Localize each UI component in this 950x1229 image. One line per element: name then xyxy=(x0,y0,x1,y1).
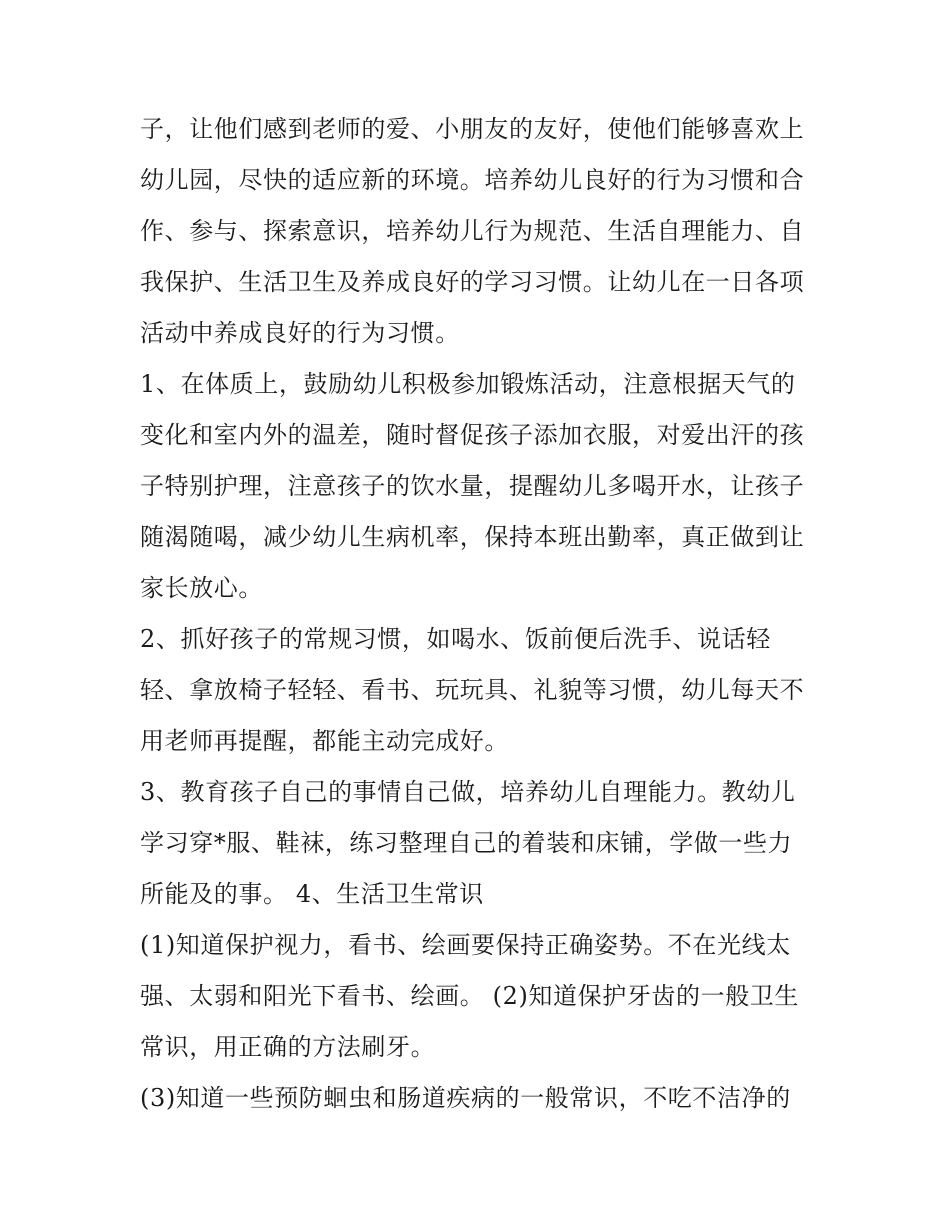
text-line: 家长放心。 xyxy=(140,574,263,602)
text-line: 作、参与、探索意识，培养幼儿行为规范、生活自理能力、自 xyxy=(140,217,805,245)
text-line: 子特别护理，注意孩子的饮水量，提醒幼儿多喝开水，让孩子 xyxy=(140,472,805,500)
text-line: (3)知道一些预防蛔虫和肠道疾病的一般常识，不吃不洁净的 xyxy=(140,1084,791,1112)
text-line: 我保护、生活卫生及养成良好的学习习惯。让幼儿在一日各项 xyxy=(140,268,805,296)
text-line: 轻、拿放椅子轻轻、看书、玩玩具、礼貌等习惯，幼儿每天不 xyxy=(140,676,805,704)
text-line: 随渴随喝，减少幼儿生病机率，保持本班出勤率，真正做到让 xyxy=(140,523,805,551)
text-line: 活动中养成良好的行为习惯。 xyxy=(140,319,460,347)
text-line: 所能及的事。 4、生活卫生常识 xyxy=(140,880,484,908)
text-line: 变化和室内外的温差，随时督促孩子添加衣服，对爱出汗的孩 xyxy=(140,421,805,449)
text-line: 常识，用正确的方法刷牙。 xyxy=(140,1033,436,1061)
text-line: 1、在体质上，鼓励幼儿积极参加锻炼活动，注意根据天气的 xyxy=(140,370,796,398)
text-line: 子，让他们感到老师的爱、小朋友的友好，使他们能够喜欢上 xyxy=(140,115,805,143)
document-body xyxy=(140,104,820,1124)
text-line: 幼儿园，尽快的适应新的环境。培养幼儿良好的行为习惯和合 xyxy=(140,166,805,194)
text-line: (1)知道保护视力，看书、绘画要保持正确姿势。不在光线太 xyxy=(140,931,791,959)
text-line: 学习穿*服、鞋袜，练习整理自己的着装和床铺，学做一些力 xyxy=(140,829,793,857)
text-line: 用老师再提醒，都能主动完成好。 xyxy=(140,727,509,755)
text-line: 3、教育孩子自己的事情自己做，培养幼儿自理能力。教幼儿 xyxy=(140,778,796,806)
text-line: 2、抓好孩子的常规习惯，如喝水、饭前便后洗手、说话轻 xyxy=(140,625,771,653)
text-line: 强、太弱和阳光下看书、绘画。 (2)知道保护牙齿的一般卫生 xyxy=(140,982,800,1010)
